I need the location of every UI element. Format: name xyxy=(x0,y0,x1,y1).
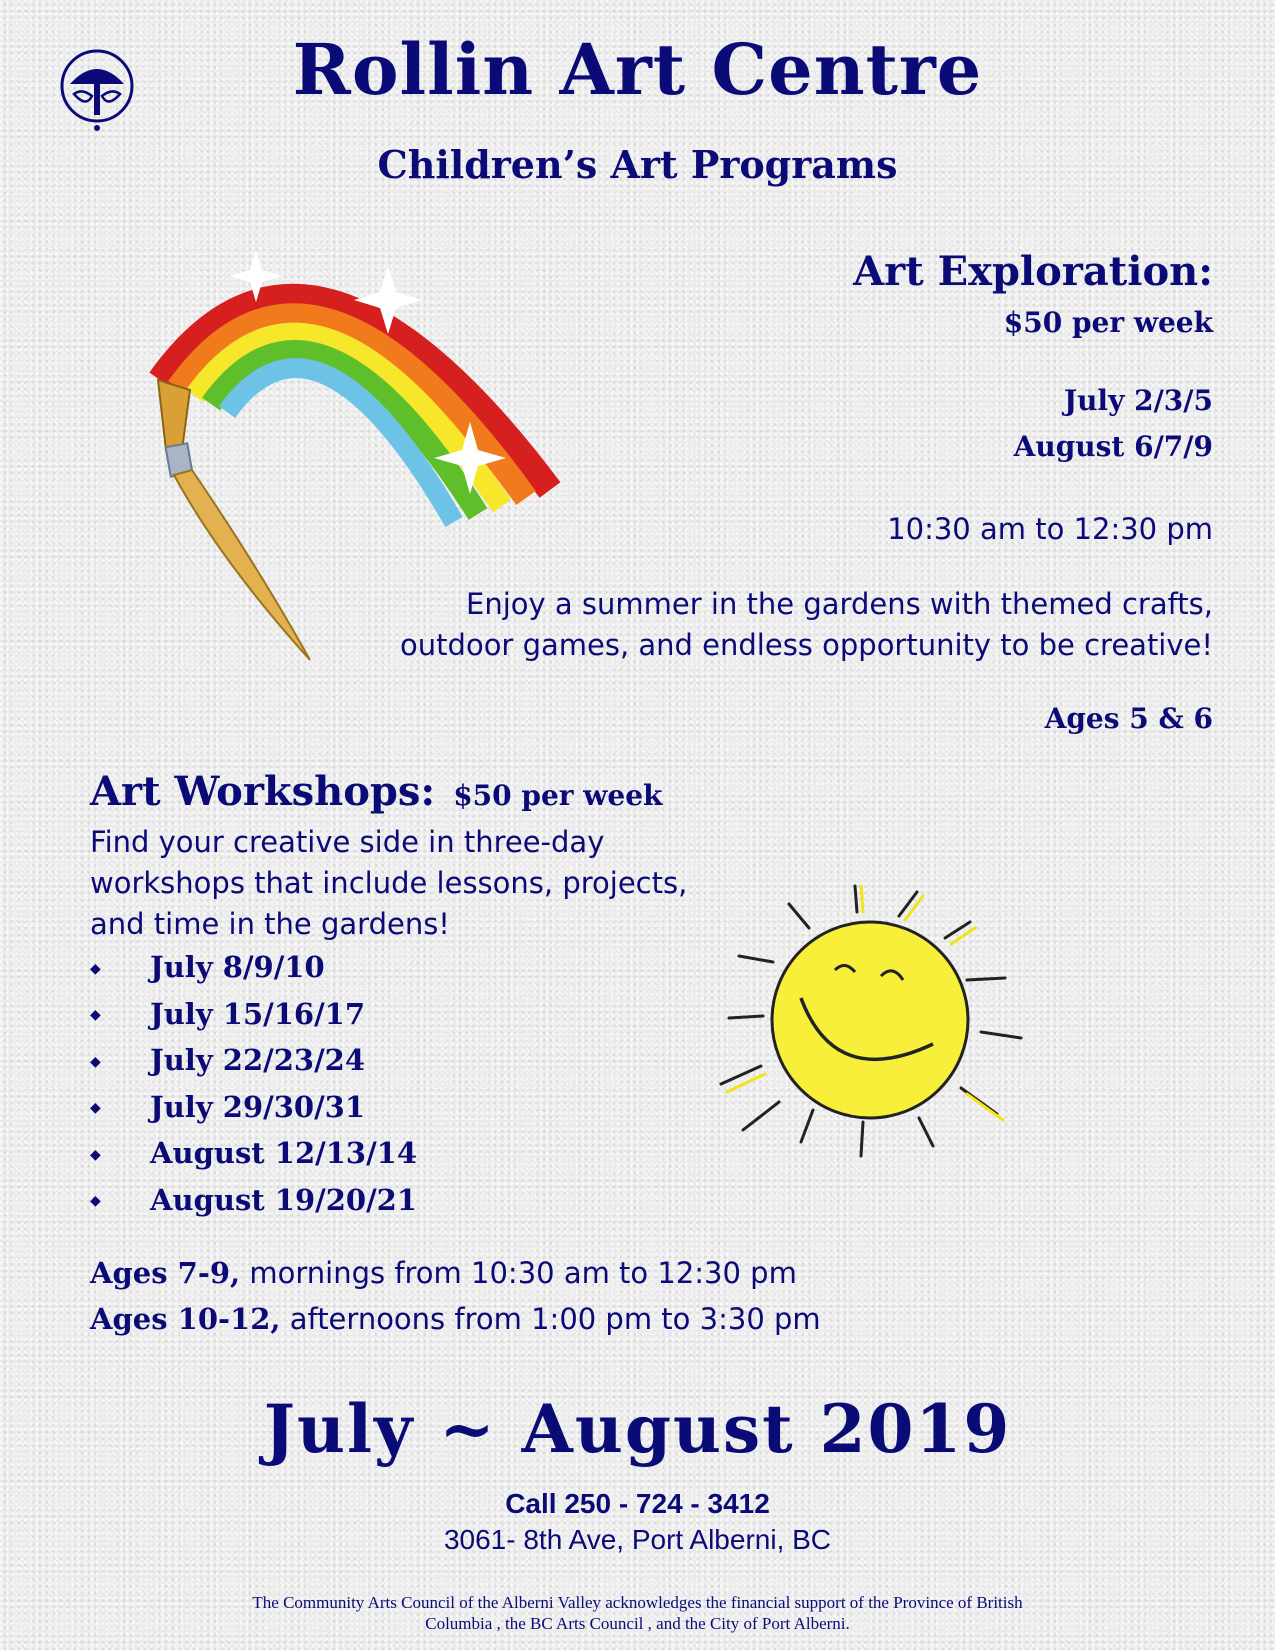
diamond-bullet-icon: ◆ xyxy=(90,1053,101,1070)
exploration-date: August 6/7/9 xyxy=(1013,430,1213,463)
workshops-description-line: Find your creative side in three-day xyxy=(90,825,605,859)
exploration-description xyxy=(313,584,1213,666)
phone-number: Call 250 - 724 - 3412 xyxy=(505,1488,770,1519)
ages-label: Ages 7-9, xyxy=(90,1256,241,1290)
workshop-date: August 19/20/21 xyxy=(150,1182,418,1217)
workshops-description-line: workshops that include lessons, projects, xyxy=(90,866,688,900)
workshop-date: July 29/30/31 xyxy=(150,1089,366,1124)
list-item xyxy=(90,1037,417,1084)
workshops-price: $50 per week xyxy=(453,779,663,812)
list-item xyxy=(90,1130,417,1177)
ages-schedule: mornings from 10:30 am to 12:30 pm xyxy=(240,1256,797,1290)
exploration-description-line: Enjoy a summer in the gardens with themed crafts, xyxy=(466,587,1213,621)
list-item xyxy=(90,1177,417,1224)
workshops-description xyxy=(90,822,730,945)
exploration-ages: Ages 5 & 6 xyxy=(1044,702,1213,735)
list-item xyxy=(90,1084,417,1131)
workshop-date: August 12/13/14 xyxy=(150,1136,418,1170)
workshop-ages-line xyxy=(90,1256,797,1290)
list-item xyxy=(90,991,417,1038)
workshops-header xyxy=(90,768,662,815)
exploration-date: July 2/3/5 xyxy=(1063,384,1213,417)
exploration-price: $50 per week xyxy=(1003,306,1213,339)
diamond-bullet-icon: ◆ xyxy=(90,1007,101,1024)
smiling-sun-icon xyxy=(705,870,1085,1180)
diamond-bullet-icon: ◆ xyxy=(90,960,101,977)
page-subtitle: Children’s Art Programs xyxy=(377,142,898,187)
workshop-date: July 8/9/10 xyxy=(150,950,325,984)
exploration-heading: Art Exploration: xyxy=(853,248,1213,295)
diamond-bullet-icon: ◆ xyxy=(90,1100,101,1117)
address: 3061- 8th Ave, Port Alberni, BC xyxy=(443,1524,832,1555)
workshop-ages-line xyxy=(90,1302,821,1336)
diamond-bullet-icon: ◆ xyxy=(90,1193,101,1210)
page-title: Rollin Art Centre xyxy=(292,28,983,111)
workshops-heading: Art Workshops: xyxy=(90,768,436,815)
diamond-bullet-icon: ◆ xyxy=(90,1146,101,1163)
workshops-description-line: and time in the gardens! xyxy=(90,907,450,941)
workshop-date: July 22/23/24 xyxy=(150,1043,366,1077)
exploration-time: 10:30 am to 12:30 pm xyxy=(887,512,1213,546)
season-banner: July ~ August 2019 xyxy=(263,1390,1012,1468)
list-item xyxy=(90,944,417,991)
acknowledgement-line: Columbia , the BC Arts Council , and the City of Port Alberni. xyxy=(425,1614,850,1633)
exploration-description-line: outdoor games, and endless opportunity to be creative! xyxy=(400,628,1213,662)
ages-label: Ages 10-12, xyxy=(90,1302,281,1336)
ages-schedule: afternoons from 1:00 pm to 3:30 pm xyxy=(280,1302,821,1336)
funding-acknowledgement xyxy=(150,1592,1125,1634)
workshop-date-list xyxy=(90,944,417,1223)
acknowledgement-line: The Community Arts Council of the Alberni Valley acknowledges the financial support of the Province of British xyxy=(252,1593,1023,1612)
workshop-date: July 15/16/17 xyxy=(150,996,366,1031)
